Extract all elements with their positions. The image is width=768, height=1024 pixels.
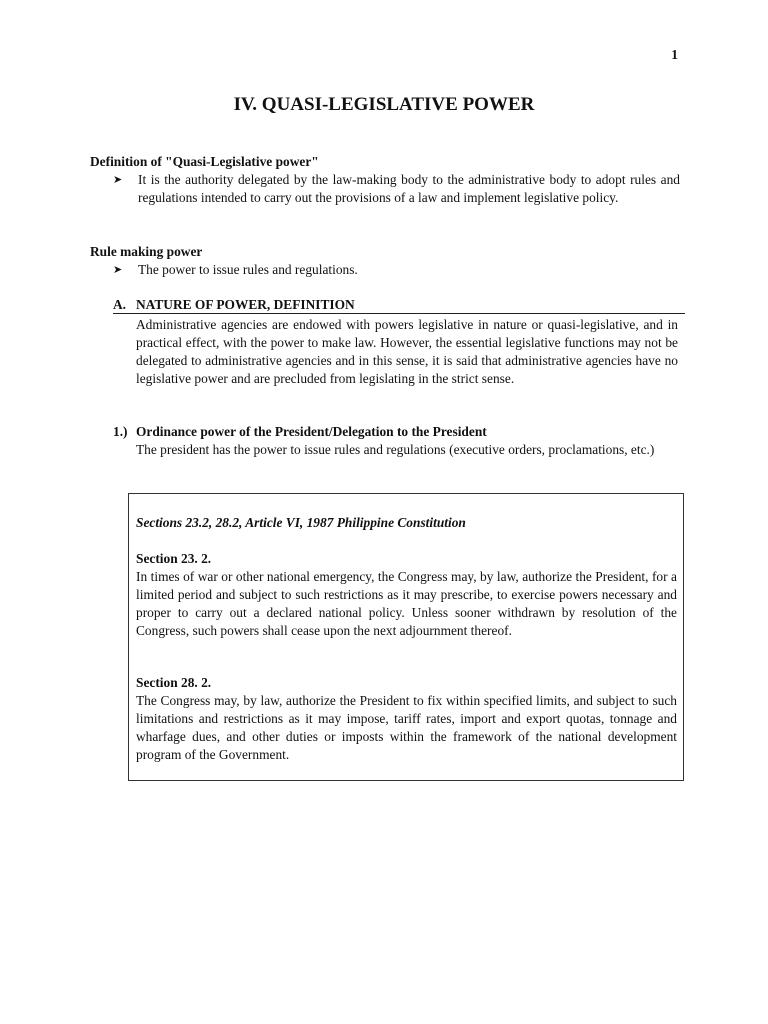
rule-making-text: The power to issue rules and regulations. [138, 262, 358, 277]
section-a-heading [113, 296, 685, 314]
definition-text: It is the authority delegated by the law-making body to the administrative body to adopt rules and regulations intended to carry out the provisions of a law and implement legislative policy. [138, 172, 680, 205]
section-23-2-body: In times of war or other national emergency, the Congress may, by law, authorize the President, for a limited period and subject to such restrictions as it may prescribe, to exercise powers necessary and proper to carry out a declared national policy. Unless sooner withdrawn by resolution of the Congress, such powers shall cease upon the next adjournment thereof. [136, 569, 677, 638]
section-a-body: Administrative agencies are endowed with powers legislative in nature or quasi-legislative, and in practical effect, with the power to make law. However, the essential legislative functions may not be delegated to administrative agencies and in this sense, it is said that administrative agencies have no legislative power and are precluded from legislating in the strict sense. [136, 317, 678, 386]
rule-making-bullet [113, 261, 680, 279]
section-23-2-title: Section 23. 2. [136, 551, 212, 566]
rule-making-heading: Rule making power [90, 244, 203, 259]
page-title: IV. QUASI-LEGISLATIVE POWER [233, 94, 535, 115]
section-a-marker: A. [113, 297, 127, 312]
item-1-heading [113, 423, 487, 441]
item-1-body: The president has the power to issue rules and regulations (executive orders, proclamations, etc.) [136, 442, 655, 457]
section-28-2-body: The Congress may, by law, authorize the President to fix within specified limits, and subject to such limitations and restrictions as it may impose, tariff rates, import and export quotas, tonnage and wharfage dues, and other duties or imposts within the framework of the national development program of the Government. [136, 693, 677, 762]
section-28-2-title: Section 28. 2. [136, 675, 212, 690]
arrowhead-bullet-icon: ➤ [113, 264, 123, 276]
excerpt-box-title: Sections 23.2, 28.2, Article VI, 1987 Philippine Constitution [136, 515, 466, 530]
section-a-title: NATURE OF POWER, DEFINITION [136, 297, 355, 312]
arrowhead-bullet-icon: ➤ [113, 174, 123, 186]
page-number: 1 [671, 47, 678, 62]
item-1-marker: 1.) [113, 424, 128, 439]
definition-bullet [113, 171, 680, 207]
definition-heading: Definition of "Quasi-Legislative power" [90, 154, 319, 169]
item-1-title: Ordinance power of the President/Delegation to the President [136, 424, 487, 439]
constitution-excerpt-box [128, 493, 684, 781]
